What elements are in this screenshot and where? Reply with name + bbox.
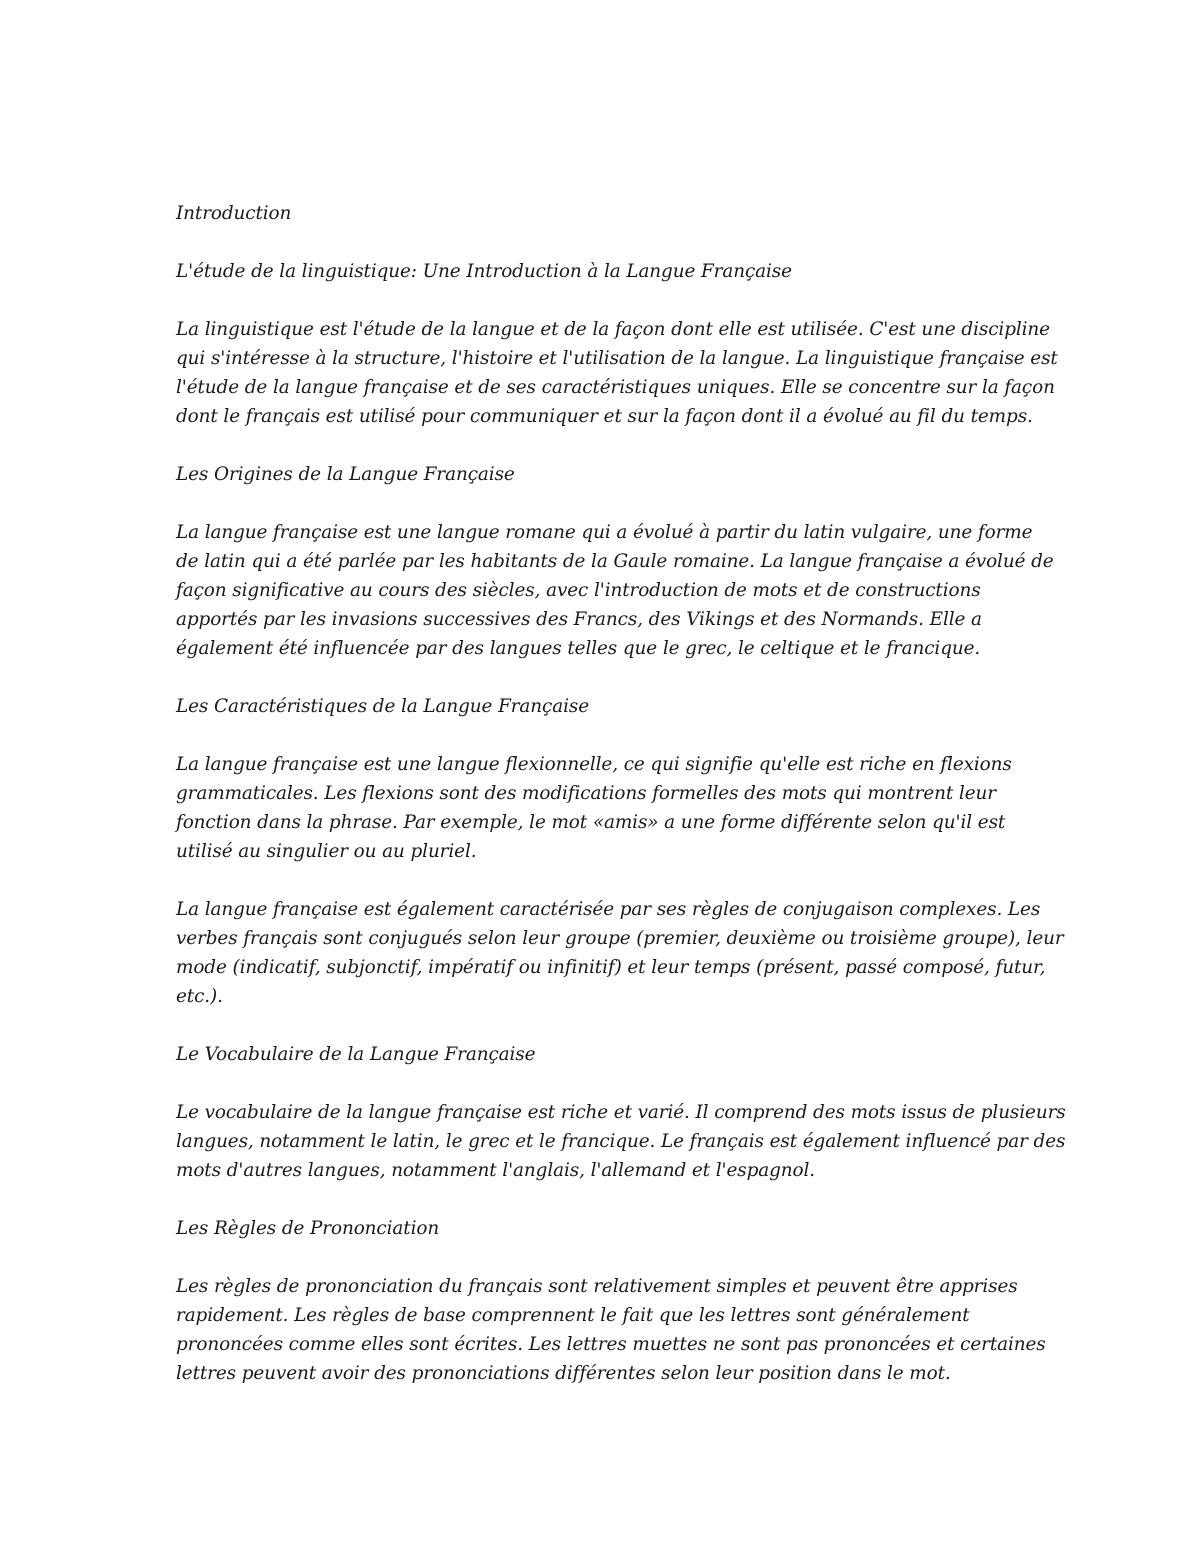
heading-origines — [176, 460, 1036, 489]
paragraph-prononciation — [176, 1272, 1046, 1388]
text-line: utilisé au singulier ou au pluriel. — [176, 841, 477, 862]
heading-caracteristiques — [176, 692, 1036, 721]
text-line: Le Vocabulaire de la Langue Française — [176, 1044, 536, 1065]
heading-prononciation — [176, 1214, 1036, 1243]
heading-introduction — [176, 199, 1036, 228]
text-line: Introduction — [176, 203, 292, 224]
paragraph-intro — [176, 315, 1058, 431]
text-line: La langue française est également caractérisée par ses règles de conjugaison complexes. Les — [176, 899, 1041, 920]
text-line: l'étude de la langue française et de ses caractéristiques uniques. Elle se concentre sur la façon — [176, 377, 1055, 398]
text-line: rapidement. Les règles de base comprennent le fait que les lettres sont généralement — [176, 1305, 970, 1326]
text-line: Les Caractéristiques de la Langue Française — [176, 696, 590, 717]
text-line: de latin qui a été parlée par les habitants de la Gaule romaine. La langue française a évolué de — [176, 551, 1054, 572]
text-line: apportés par les invasions successives des Francs, des Vikings et des Normands. Elle a — [176, 609, 982, 630]
text-line: dont le français est utilisé pour communiquer et sur la façon dont il a évolué au fil du temps. — [176, 406, 1033, 427]
text-line: mode (indicatif, subjonctif, impératif ou infinitif) et leur temps (présent, passé composé, futur, — [176, 957, 1046, 978]
text-line: prononcées comme elles sont écrites. Les lettres muettes ne sont pas prononcées et certaines — [176, 1334, 1046, 1355]
text-line: La linguistique est l'étude de la langue et de la façon dont elle est utilisée. C'est une discipline — [176, 319, 1050, 340]
text-line: langues, notamment le latin, le grec et le francique. Le français est également influencé par des — [176, 1131, 1066, 1152]
text-line: grammaticales. Les flexions sont des modifications formelles des mots qui montrent leur — [176, 783, 996, 804]
document-body — [176, 199, 1066, 1417]
text-line: verbes français sont conjugués selon leur groupe (premier, deuxième ou troisième groupe), leur — [176, 928, 1064, 949]
paragraph-conjugaison — [176, 895, 1064, 1011]
text-line: Le vocabulaire de la langue française est riche et varié. Il comprend des mots issus de plusieurs — [176, 1102, 1066, 1123]
paragraph-vocabulaire — [176, 1098, 1066, 1185]
paragraph-origines — [176, 518, 1054, 663]
text-line: Les Origines de la Langue Française — [176, 464, 515, 485]
text-line: qui s'intéresse à la structure, l'histoire et l'utilisation de la langue. La linguistique française est — [176, 348, 1058, 369]
text-line: lettres peuvent avoir des prononciations différentes selon leur position dans le mot. — [176, 1363, 951, 1384]
text-line: mots d'autres langues, notamment l'anglais, l'allemand et l'espagnol. — [176, 1160, 816, 1181]
text-line: etc.). — [176, 986, 223, 1007]
heading-vocabulaire — [176, 1040, 1036, 1069]
text-line: La langue française est une langue flexionnelle, ce qui signifie qu'elle est riche en flexions — [176, 754, 1012, 775]
paragraph-flexions — [176, 750, 1036, 866]
document-title — [176, 257, 1036, 286]
text-line: La langue française est une langue romane qui a évolué à partir du latin vulgaire, une forme — [176, 522, 1033, 543]
text-line: façon significative au cours des siècles, avec l'introduction de mots et de constructions — [176, 580, 981, 601]
text-line: également été influencée par des langues telles que le grec, le celtique et le francique. — [176, 638, 981, 659]
text-line: fonction dans la phrase. Par exemple, le mot «amis» a une forme différente selon qu'il est — [176, 812, 1006, 833]
text-line: Les règles de prononciation du français sont relativement simples et peuvent être apprises — [176, 1276, 1018, 1297]
text-line: L'étude de la linguistique: Une Introduction à la Langue Française — [176, 261, 792, 282]
text-line: Les Règles de Prononciation — [176, 1218, 440, 1239]
